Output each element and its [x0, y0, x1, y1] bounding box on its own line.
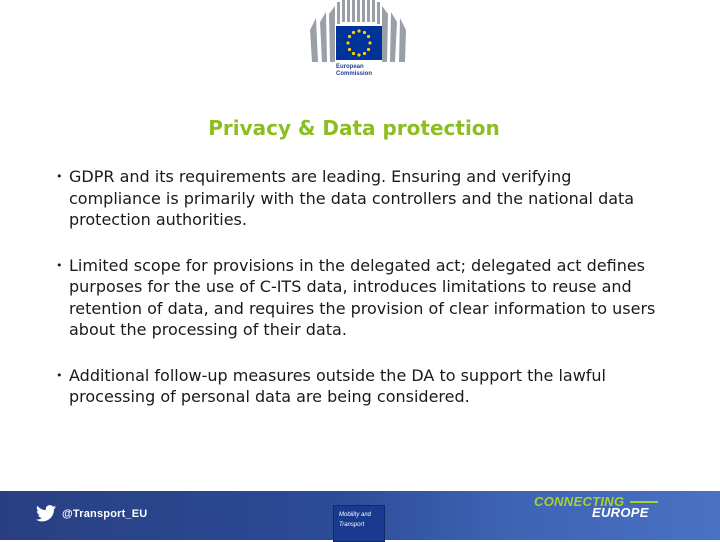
bullet-limited-scope: • Limited scope for provisions in the delegated act; delegated act defines purposes for the use of C-ITS data, introduces limitations to reuse and retention of data, and requires the provision of clear information to users about the processing of their data.: [56, 255, 656, 341]
twitter-handle: @Transport_EU: [62, 507, 148, 520]
twitter-link[interactable]: [36, 505, 147, 522]
connecting-europe-logo: [534, 494, 664, 520]
connecting-word: CONNECTING: [534, 494, 625, 509]
european-commission-logo: [306, 0, 410, 84]
dg-label: Mobility and Transport: [339, 512, 372, 528]
bullet-follow-up: • Additional follow-up measures outside the DA to support the lawful processing of personal data are being considered.: [56, 365, 656, 408]
europe-word: EUROPE: [592, 505, 649, 520]
commission-building-icon: [306, 0, 410, 64]
dg-mobility-transport-badge: [333, 505, 385, 542]
slide-title: Privacy & Data protection: [208, 116, 500, 140]
bullet-list: [56, 166, 656, 408]
bullet-gdpr: • GDPR and its requirements are leading. Ensuring and verifying compliance is primarily with the data controllers and the national data protection authorities.: [56, 166, 656, 231]
logo-org-name: European Commission: [336, 64, 373, 77]
connecting-arrow-icon: [630, 501, 658, 503]
twitter-bird-icon: [36, 505, 56, 522]
